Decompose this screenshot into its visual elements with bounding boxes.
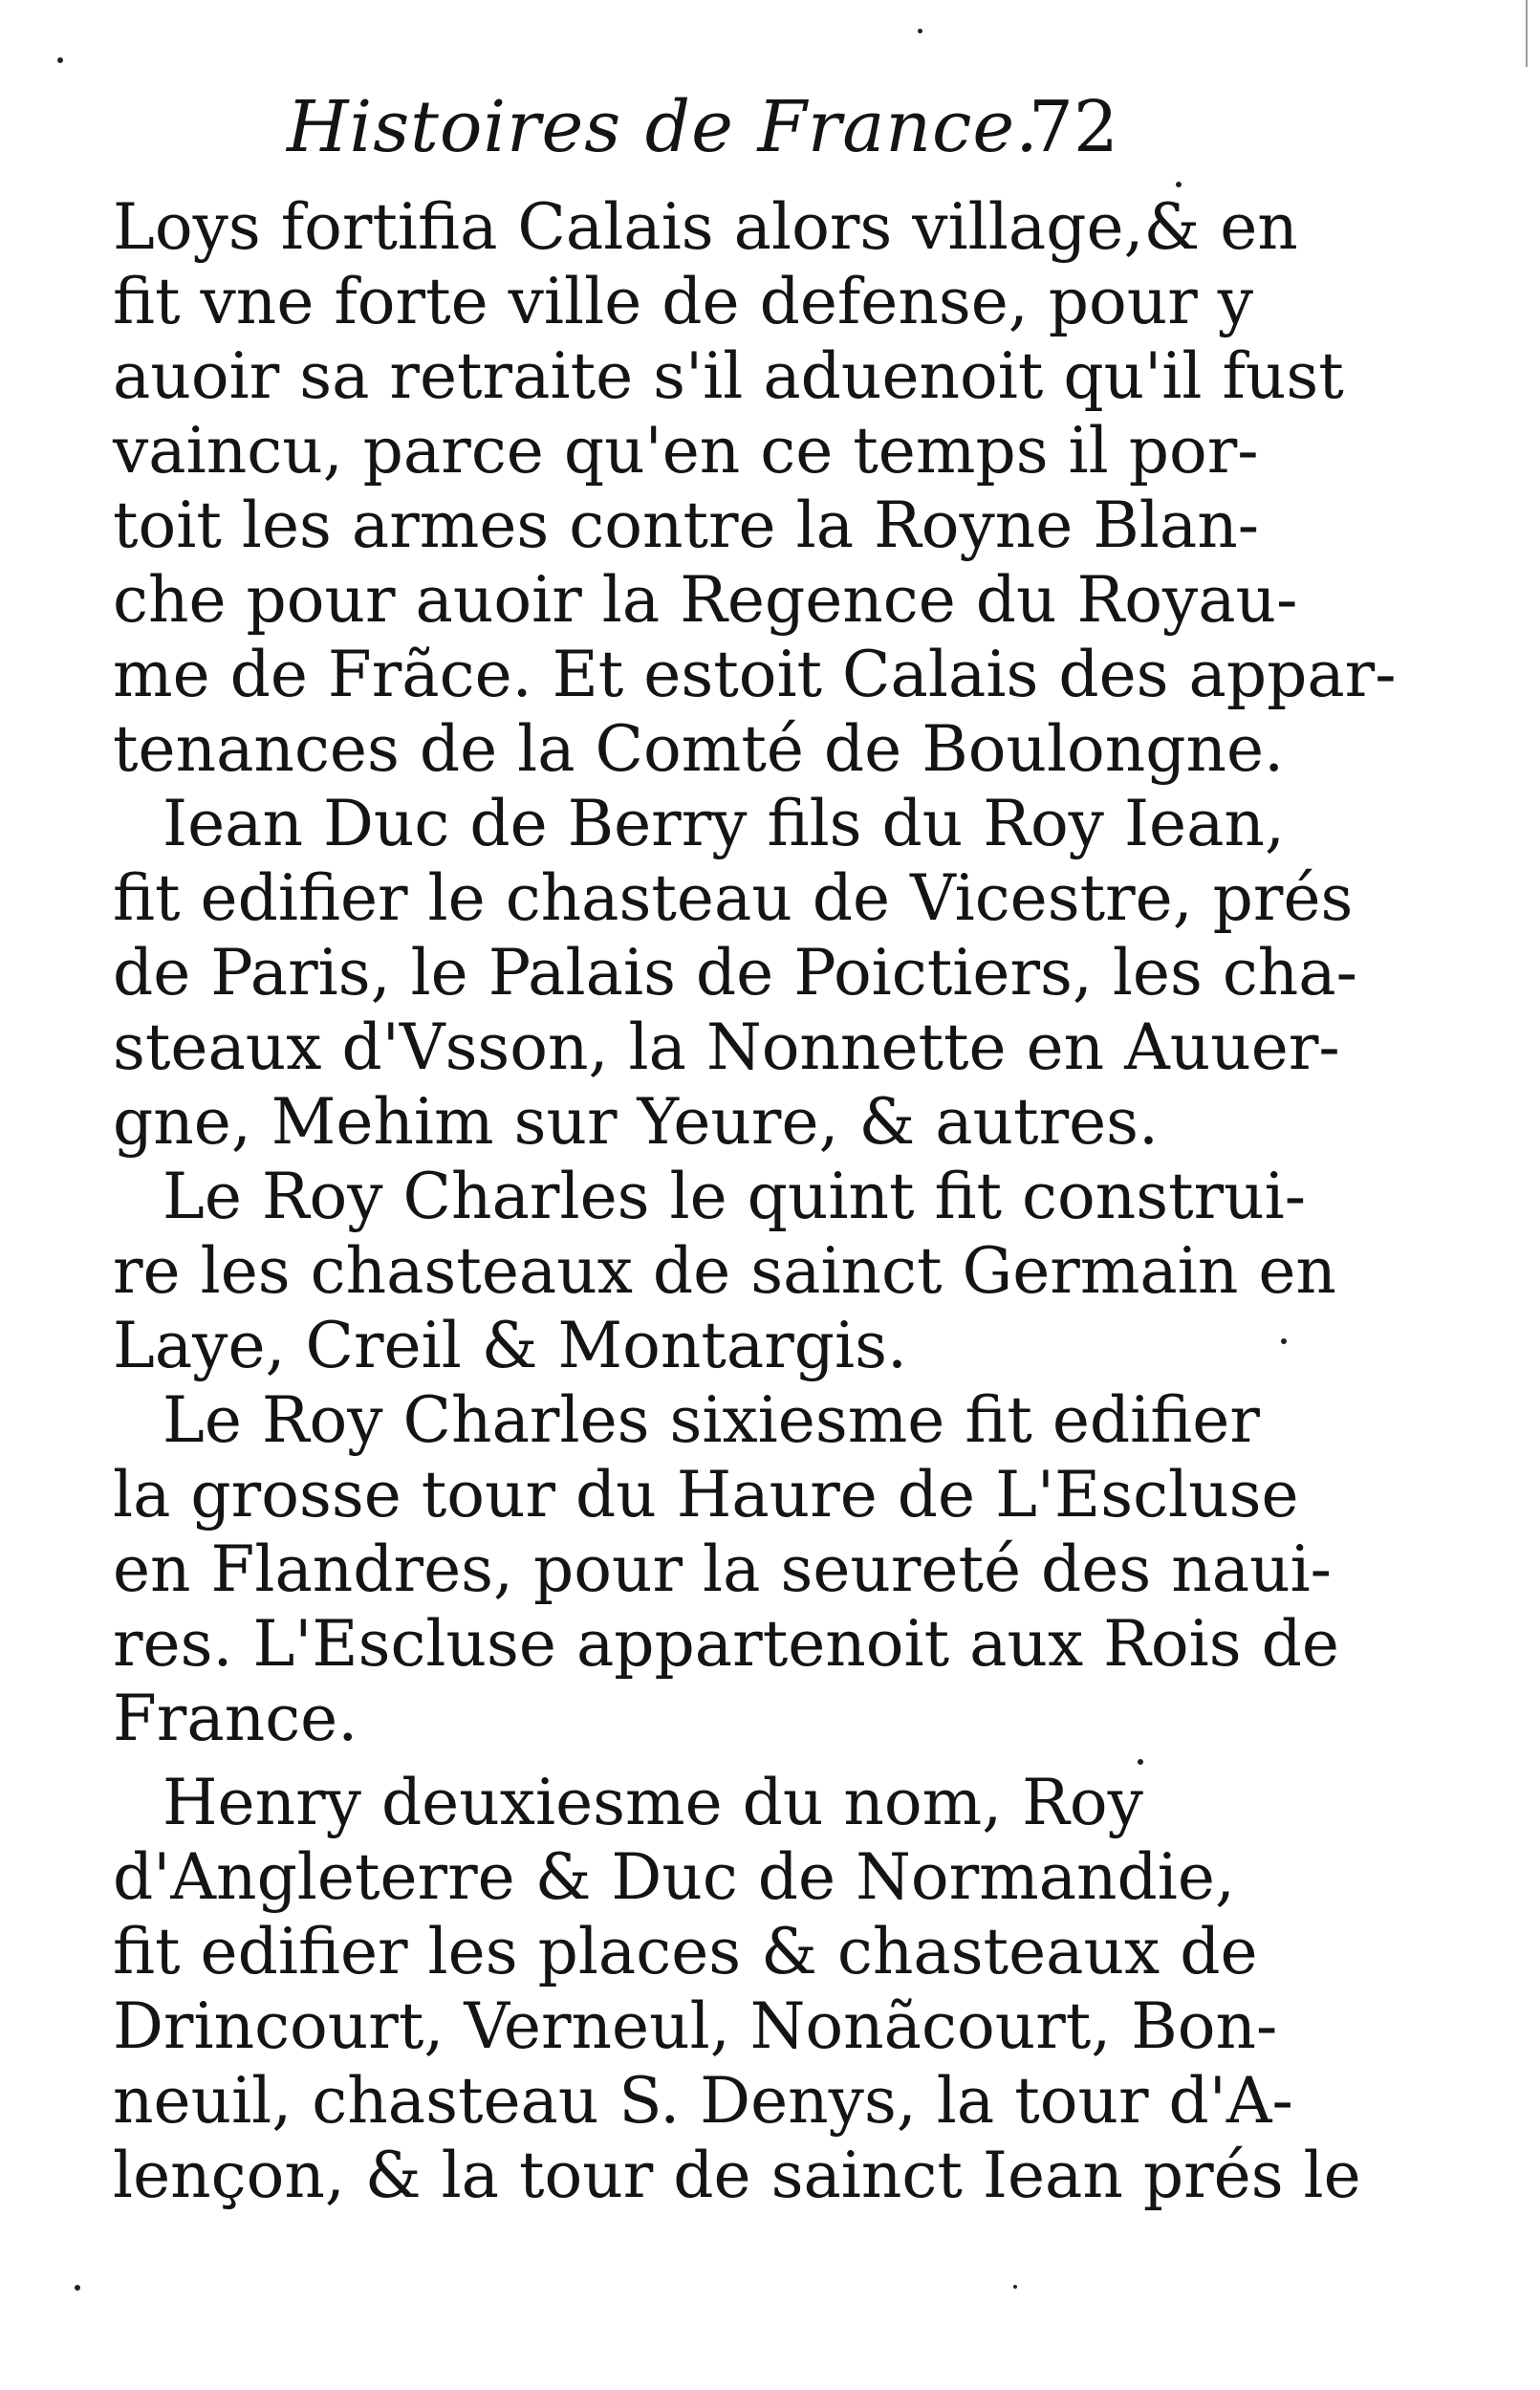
scan-speck <box>1281 1338 1287 1344</box>
text-line: Drincourt, Verneul, Nonãcourt, Bon- <box>113 1989 1278 2063</box>
text-line: neuil, chasteau S. Denys, la tour d'A- <box>113 2064 1293 2138</box>
text-line: steaux d'Vsson, la Nonnette en Auuer- <box>113 1010 1340 1084</box>
scan-speck <box>1138 1759 1143 1765</box>
text-line: res. L'Escluse appartenoit aux Rois de <box>113 1607 1339 1681</box>
text-line: fit vne forte ville de defense, pour y <box>113 265 1254 338</box>
text-line: re les chasteaux de sainct Germain en <box>113 1234 1336 1308</box>
scan-speck <box>1013 2285 1017 2289</box>
text-line: Loys fortifia Calais alors village,& en <box>113 190 1298 264</box>
text-line: fit edifier le chasteau de Vicestre, prés <box>113 861 1354 935</box>
text-line: gne, Mehim sur Yeure, & autres. <box>113 1085 1160 1159</box>
text-line: en Flandres, pour la seureté des naui- <box>113 1532 1332 1606</box>
text-line: me de Frãce. Et estoit Calais des appar- <box>113 638 1397 711</box>
paragraph-start: Le Roy Charles sixiesme fit edifier <box>163 1383 1260 1457</box>
paragraph-start: Le Roy Charles le quint fit construi- <box>163 1160 1307 1233</box>
text-line: Laye, Creil & Montargis. <box>113 1309 907 1382</box>
scan-edge-mark <box>1526 0 1528 67</box>
text-line: che pour auoir la Regence du Royau- <box>113 563 1298 637</box>
scan-speck <box>75 2285 80 2291</box>
text-line: vaincu, parce qu'en ce temps il por- <box>113 414 1259 488</box>
text-line: auoir sa retraite s'il aduenoit qu'il fust <box>113 339 1344 413</box>
text-line: toit les armes contre la Royne Blan- <box>113 489 1260 562</box>
paragraph-start: Henry deuxiesme du nom, Roy <box>163 1766 1143 1839</box>
scan-speck <box>1176 182 1182 187</box>
text-line: la grosse tour du Haure de L'Escluse <box>113 1458 1299 1532</box>
running-title: Histoires de France. <box>287 86 1039 168</box>
text-line: de Paris, le Palais de Poictiers, les cha- <box>113 936 1357 1010</box>
paragraph-start: Iean Duc de Berry fils du Roy Iean, <box>163 787 1285 860</box>
text-line: France. <box>113 1682 358 1755</box>
text-line: tenances de la Comté de Boulongne. <box>113 712 1285 786</box>
text-line: d'Angleterre & Duc de Normandie, <box>113 1840 1235 1914</box>
page-number: 72 <box>1028 86 1118 168</box>
scan-speck <box>918 29 922 33</box>
scan-speck <box>57 57 63 63</box>
text-line: lençon, & la tour de sainct Iean prés le <box>113 2139 1361 2212</box>
text-line: fit edifier les places & chasteaux de <box>113 1915 1258 1988</box>
